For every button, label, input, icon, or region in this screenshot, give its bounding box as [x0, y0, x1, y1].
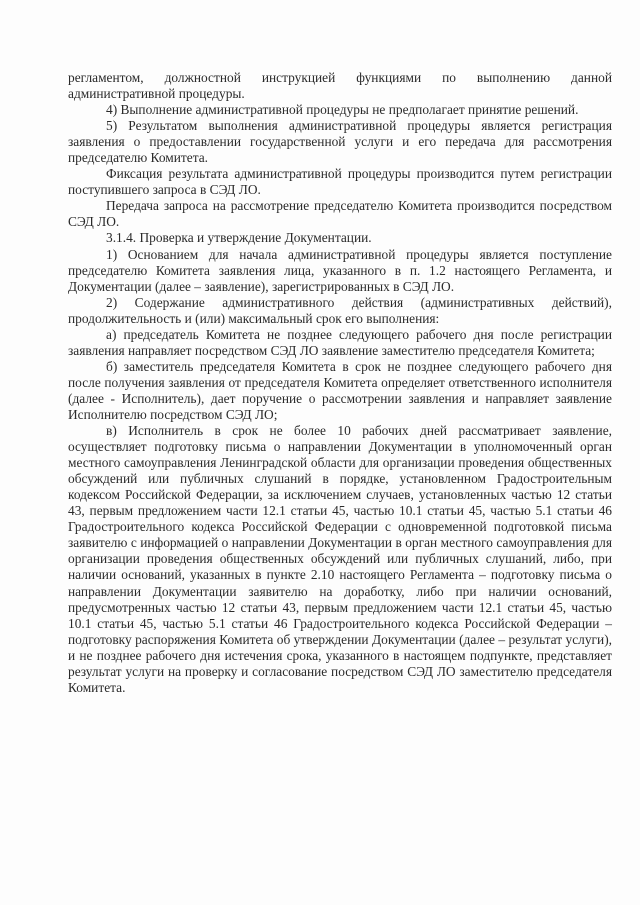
- paragraph-content: 2) Содержание административного действия (административных действий), продолжительность и (или) максимальный срок его выполнения:: [68, 294, 612, 326]
- document-body: [68, 70, 612, 696]
- paragraph-sub-b: б) заместитель председателя Комитета в срок не позднее следующего рабочего дня после получения заявления от председателя Комитета определяет ответственного исполнителя (далее - Исполнитель), дает поручение о рассмотрении заявления и направляет заявление Исполнителю посредством СЭД ЛО;: [68, 358, 612, 422]
- paragraph-continuation: регламентом, должностной инструкцией функциями по выполнению данной административной процедуры.: [68, 70, 612, 102]
- paragraph-basis: 1) Основанием для начала административной процедуры является поступление председателю Комитета заявления лица, указанного в п. 1.2 настоящего Регламента, и Документации (далее – заявление), зарегистрированных в СЭД ЛО.: [68, 246, 612, 294]
- paragraph-sub-v: в) Исполнитель в срок не более 10 рабочих дней рассматривает заявление, осуществляет подготовку письма о направлении Документации в уполномоченный орган местного самоуправления Ленинградской области для организации проведения общественных обсуждений или публичных слушаний в порядке, установленном Градостроительным кодексом Российской Федерации, за исключением случаев, установленных частью 12 статьи 43, первым предложением части 12.1 статьи 45, частью 10.1 статьи 45, частью 5.1 статьи 46 Градостроительного кодекса Российской Федерации с одновременной подготовкой письма заявителю с информацией о направлении Документации в орган местного самоуправления для организации проведения общественных обсуждений или публичных слушаний, либо, при наличии оснований, указанных в пункте 2.10 настоящего Регламента – подготовку письма о направлении Документации заявителю на доработку, либо при наличии оснований, предусмотренных частью 12 статьи 43, первым предложением части 12.1 статьи 45, частью 10.1 статьи 45, частью 5.1 статьи 46 Градостроительного кодекса Российской Федерации – подготовку распоряжения Комитета об утверждении Документации (далее – результат услуги), и не позднее рабочего дня истечения срока, указанного в настоящем подпункте, представляет результат услуги на проверку и согласование посредством СЭД ЛО заместителю председателя Комитета.: [68, 423, 612, 695]
- paragraph-sub-a: а) председатель Комитета не позднее следующего рабочего дня после регистрации заявления направляет посредством СЭД ЛО заявление заместителю председателя Комитета;: [68, 326, 612, 358]
- paragraph-item-5: 5) Результатом выполнения административной процедуры является регистрация заявления о предоставлении государственной услуги и его передача для рассмотрения председателю Комитета.: [68, 118, 612, 166]
- paragraph-fixation: Фиксация результата административной процедуры производится путем регистрации поступившего запроса в СЭД ЛО.: [68, 166, 612, 198]
- paragraph-transfer: Передача запроса на рассмотрение председателю Комитета производится посредством СЭД ЛО.: [68, 198, 612, 230]
- section-heading-3-1-4: 3.1.4. Проверка и утверждение Документации.: [106, 230, 372, 246]
- paragraph-item-4: 4) Выполнение административной процедуры не предполагает принятие решений.: [106, 102, 579, 118]
